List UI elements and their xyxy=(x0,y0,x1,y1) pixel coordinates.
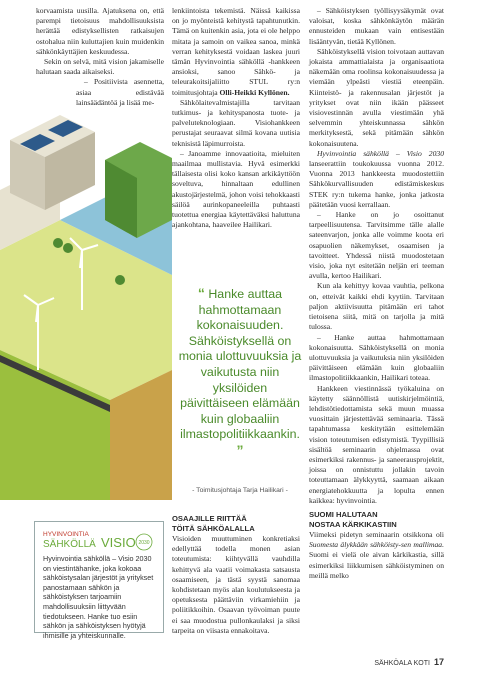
paragraph-text: Suomi ei vielä ole aivan kärkikastia, sillä esimerkiksi liikkumisen sähköistyminen on meillä melko xyxy=(309,550,444,580)
article-column-3 xyxy=(309,6,444,581)
paragraph: – Janoamme innovaatioita, mieluiten maailmaa mullistavia. Hyvä esimerkki tällaisesta olisi koko kansan arkikäyttöön soveltuva, hinnaltaan edullinen akustojärjestelmä, johon voisi tehokkaasti säilöä aurinkopaneeleilla puhtaasti tuotettua energiaa käytettäväksi haluttuna ajankohtana, haaveilee Hailikari. xyxy=(172,148,300,230)
paragraph-text: Viimeksi pidetyn seminaarin otsikkona oli xyxy=(309,529,444,539)
article-column-2 xyxy=(172,6,300,230)
paragraph: Hankkeen viestinnässä työkaluina on käytetty säännöllistä uutiskirjelmöintiä, lehdistötiedottamista sekä muun muassa vuosittain järjestettävää seminaaria. Tässä tapahtumassa keskitytään esittelemään vision toteutumisen edistymistä. Tyypillisiä sisältöä seminaarin ohjelmassa ovat esimerkiksi rakennus- ja saneerausprojektit, joissa on onnistuttu jollakin tavoin toteuttamaan älykkyyttä, saamaan aikaan energiatehokkuutta ja lopulta ennen kaikkea: hyvinvointia. xyxy=(309,383,444,505)
info-box xyxy=(34,521,164,640)
paragraph xyxy=(172,6,300,98)
section-heading xyxy=(309,510,444,530)
section-heading-line: NOSTAA KÄRKIKASTIIN xyxy=(309,519,397,529)
logo-line-1: HYVINVOINTIA xyxy=(43,531,89,538)
seminar-title: Suomesta älykkään sähköisty-sen mallimaa. xyxy=(309,540,444,550)
logo-year: 2030 xyxy=(138,540,150,546)
paragraph xyxy=(309,530,444,581)
paragraph: – Hanke on jo osoittanut tarpeellisuutensa. Tarvitsimme tälle alalle sateenvarjon, jonka alle voimme koota eri osapuolien näkemykset, osaamisen ja tavoitteet. Yhdessä niistä muodostetaan visio, joka nyt esitetään neljän eri teeman avulla, kertoo Hailikari. xyxy=(309,210,444,281)
paragraph: Visioiden muuttuminen konkretiaksi edellyttää todella monen asian toteutumista: kiihtyvällä vauhdilla kehittyvä ala vaatii voimakasta satsausta osaamiseen, ja tästä syystä sanomaa kohdistetaan myös alan koulutukseesta ja opetuksesta päättäviin virkamiehiin ja poliitikkoihin. Osaavan työvoiman puute ei saa muodostua pullonkaulaksi ja siksi tarpeita on viisasta ennakoitava. xyxy=(172,534,300,635)
paragraph: – Hanke auttaa hahmottamaan kokonaisuutta. Sähköistyksellä on monia ulottuvuuksia ja vaikutuksia niin yksilöiden päivittäiseen elämään kuin globaaliin ilmastopolitiikkaankin, Hailikari toteaa. xyxy=(309,332,444,383)
section-heading-line: SUOMI HALUTAAN xyxy=(309,509,378,519)
section-heading-line: OSAAJILLE RIITTÄÄ xyxy=(172,514,247,523)
person-name: Olli-Heikki Kyllönen. xyxy=(219,87,290,97)
section-heading xyxy=(172,514,300,534)
paragraph: Sekin on selvä, mitä vision jakamiselle halutaan saada aikaiseksi. xyxy=(36,57,164,77)
paragraph-text: lanseerattiin toukokuussa vuonna 2012. Vuonna 2013 hankkeesta muodostettiin Sähkökurvallisuuden edistämiskeskus STEK ry:n tukema hanke, jonka jatkosta päätetään vuosi kerrallaan. xyxy=(309,159,444,209)
publication-name: SÄHKÖALA KOTI xyxy=(374,660,430,667)
paragraph: – Positiivista asennetta, asiaa edistävää lainsäädäntöä ja lisää me- xyxy=(76,77,164,107)
paragraph-text: lenkiintoista tekemistä. Näissä kaikissa on jo myönteistä kehitystä tapahtunutkin. Tämä on kuitenkin asia, jota ei ole helppo mitata ja samoin on vaikea sanoa, minkä verran kehityksestä voidaan laskea juuri tämän Hyvinvointia sähköllä -hankkeen ansioksi, sanoo Sähkö- ja teleurakoitsijaliitto STUL ry:n toimitusjohtaja xyxy=(172,6,300,97)
article-column-2-bottom xyxy=(172,510,300,636)
quote-mark-icon: “ xyxy=(197,285,205,301)
section-heading-line: TÖITÄ SÄHKÖALALLA xyxy=(172,524,255,533)
info-box-text: Hyvinvointia sähköllä – Visio 2030 on viestintähanke, joka kokoaa sähköistysalan järjestöt ja yritykset panostamaan sähkön ja sähköistyksen tarjoamiin mahdollisuuksiin liittyvään tiedotukseen. Hanke tuo esiin sähkön ja sähköistyksen hyötyjä ihmisille ja yhteiskunnalle. xyxy=(43,554,154,640)
visio-2030-logo xyxy=(41,527,157,551)
project-name: Hyvinvointia sähköllä – Visio 2030 xyxy=(317,148,444,158)
paragraph: Kun ala kehittyy kovaa vauhtia, pelkona on, etteivät kaikki ehdi kyytiin. Tarvitaan paljon aktiivisuutta pitämään eri tahot tietoisena siitä, mitä on tarjolla ja mitä tulossa. xyxy=(309,281,444,332)
page-number: 17 xyxy=(433,657,444,667)
page-footer xyxy=(374,657,444,667)
pull-quote-text: Hanke auttaa hahmottamaan kokonaisuuden. Sähköistyksellä on monia ulottuvuuksia ja vaikutusta niin yksilöiden päivittäiseen elämään kuin globaaliin ilmastopolitiikkaankin. xyxy=(178,287,302,442)
pull-quote xyxy=(178,286,302,460)
paragraph: – Sähköistyksen työllisyysäkymät ovat valoisat, koska sähkönkäytön määrän ennusteiden mukaan vain entisestään lisääntyvän, tietää Kyllönen. xyxy=(309,6,444,46)
quote-mark-icon: ” xyxy=(236,441,244,458)
paragraph: korvaamista uusilla. Ajatuksena on, että parempi tietoisuus mahdollisuuksista herättää edistyksellisten ratkaisujen ostohalua niin kuluttajien kuin muidenkin sähkönkäyttäjien keskuudessa. xyxy=(36,6,164,56)
logo-visio: VISIO xyxy=(101,535,136,550)
logo-line-2: SÄHKÖLLÄ xyxy=(43,539,96,550)
paragraph: Sähköistyksellä vision toivotaan auttavan jokaista ammattialaista ja organisaatiota näkemään oma roolinsa kokonaisuudessa ja viemään ylpeästi viestiä eteenpäin. Kiinteistö- ja rakennusalan järjestöt ja yritykset ovat niin ikään päässeet visiovestinnän avulla viestimään yhä selvemmin yhteiskunnassa sähkön merkityksestä, sekä pitämään sähkön kokonaisuutena. xyxy=(309,46,444,148)
paragraph xyxy=(309,149,444,210)
city-illustration xyxy=(0,100,172,500)
paragraph: Sähkölaitevalmistajilla tarvitaan tutkimus- ja kehityspanosta tuote- ja palveluteknologiaan. Visiohankkeen perustajat seuraavat silmä kovana uutisia teknisistä läpimurroista. xyxy=(172,97,300,148)
article-column-1 xyxy=(36,6,164,108)
quote-attribution: - Toimitusjohtaja Tarja Hailikari - xyxy=(192,487,288,494)
